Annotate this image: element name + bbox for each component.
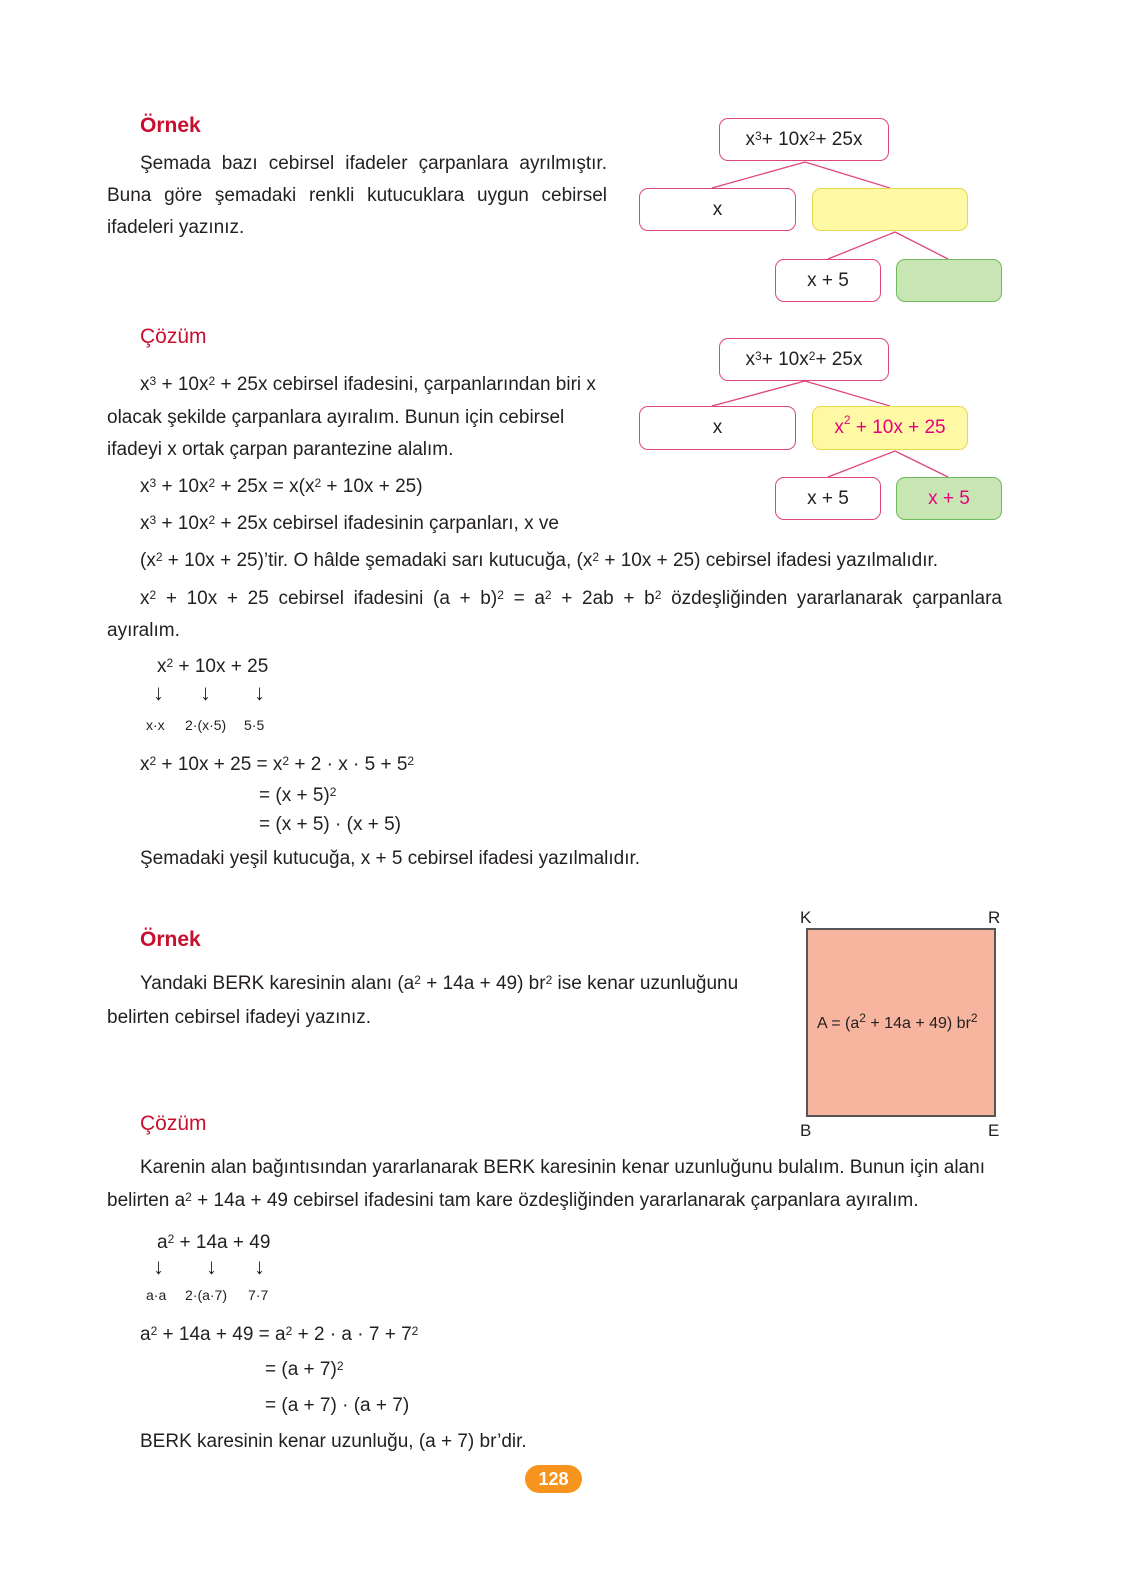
- expression: $x^2 + 10x + 25$: [157, 656, 269, 677]
- example-text: Şemada bazı cebirsel ifadeler çarpanlara ayrılmıştır. Buna göre şemadaki renkli kutucuklara uygun cebirsel ifadeleri yazınız.: [107, 153, 607, 238]
- vertex-label-b: B: [800, 1121, 812, 1140]
- identity-statement: $x^2 + 10x + 25$ cebirsel ifadesini $(a + b)^2 = a^2 + 2ab + b^2$ özdeşliğinden yararlanarak çarpanlara: [140, 588, 1002, 609]
- result-line-2: = $(a + 7)^2$: [265, 1359, 344, 1380]
- vertex-label-k: K: [800, 908, 812, 927]
- solution-heading: Çözüm: [140, 325, 207, 348]
- result-line-1: $a^2 + 14a + 49 = a^2 + 2 \cdot a \cdot 7 + 7^2$: [140, 1324, 419, 1345]
- tree-left-box: x: [639, 406, 796, 450]
- result-line-2: = $(x + 5)^2$: [259, 785, 337, 806]
- vertex-label-r: R: [988, 908, 1001, 927]
- example-heading: Örnek: [140, 928, 201, 951]
- term-1: a·a: [146, 1287, 167, 1303]
- tree-bottom-left-box: x + 5: [775, 477, 881, 520]
- factors-statement: $x^3 + 10x^2 + 25x$ cebirsel ifadesinin çarpanları, x ve: [140, 513, 559, 534]
- term-2: 2·(x·5): [185, 717, 227, 733]
- tree-yellow-box: [812, 188, 968, 231]
- tree-root-box: x $^3$ + 10x $^2$ + 25x: [719, 338, 889, 381]
- tree-green-box: [896, 259, 1002, 302]
- tree-bottom-left-box: x + 5: [775, 259, 881, 302]
- tree-yellow-box: $x^2 + 10x + 25$: [812, 406, 968, 450]
- arrow-down-icon: ↓: [206, 1254, 217, 1279]
- term-3: 7·7: [248, 1287, 269, 1303]
- solution-line-1: $x^3 + 10x^2 + 25x$ cebirsel ifadesini, çarpanlarından biri x: [140, 374, 596, 395]
- page-number: 128: [525, 1465, 582, 1493]
- example-text-line-1: Yandaki BERK karesinin alanı $(a^2 + 14a + 49)$ $br^2$ ise kenar uzunluğunu: [140, 973, 739, 994]
- solution-line-2: olacak şekilde çarpanlara ayıralım. Bunun için cebirsel: [107, 407, 565, 428]
- solution-line-2: belirten $a^2 + 14a + 49$ cebirsel ifadesini tam kare özdeşliğinden yararlanarak çarpanlara ayıralım.: [107, 1190, 919, 1211]
- arrow-down-icon: ↓: [200, 680, 211, 705]
- arrow-down-icon: ↓: [153, 1254, 164, 1279]
- solution-line-3: ifadeyi x ortak çarpan parantezine alalım.: [107, 439, 454, 460]
- solution-line-ayiralim: ayıralım.: [107, 620, 180, 641]
- vertex-label-e: E: [988, 1121, 1000, 1140]
- term-2: 2·(a·7): [185, 1287, 228, 1303]
- factor-equation: $x^3 + 10x^2 + 25x = x(x^2 + 10x + 25)$: [140, 476, 423, 497]
- term-1: x·x: [146, 717, 165, 733]
- yellow-box-statement: ($x^2 + 10x$ + 25)’tir. O hâlde şemadaki sarı kutucuğa, $(x^2 + 10x + 25)$ cebirsel ifadesi yazılmalıdır.: [140, 550, 939, 571]
- solution-conclusion: BERK karesinin kenar uzunluğu, (a + 7) br’dir.: [140, 1431, 527, 1452]
- example-heading: Örnek: [140, 114, 201, 137]
- result-line-1: $x^2 + 10x + 25 = x^2 + 2 \cdot x \cdot 5 + 5^2$: [140, 754, 415, 775]
- square-area-label: $A = (a^2 + 14a + 49)$ $br^2$: [817, 1011, 978, 1032]
- solution-conclusion: Şemadaki yeşil kutucuğa, x + 5 cebirsel ifadesi yazılmalıdır.: [140, 848, 641, 869]
- expression: $a^2 + 14a + 49$: [157, 1232, 271, 1253]
- berk-square: [806, 928, 996, 1117]
- solution-line-1: Karenin alan bağıntısından yararlanarak BERK karesinin kenar uzunluğunu bulalım. Bunun için alanı: [140, 1157, 985, 1178]
- tree-root-box: x $^3$ + 10x $^2$ + 25x: [719, 118, 889, 161]
- solution-heading: Çözüm: [140, 1112, 207, 1135]
- arrow-down-icon: ↓: [153, 680, 164, 705]
- result-line-3: = (a + 7) · (a + 7): [265, 1395, 410, 1416]
- tree-green-box: x + 5: [896, 477, 1002, 520]
- arrow-down-icon: ↓: [254, 1254, 265, 1279]
- tree-left-box: x: [639, 188, 796, 231]
- result-line-3: = (x + 5) · (x + 5): [259, 814, 402, 835]
- arrow-down-icon: ↓: [254, 680, 265, 705]
- term-3: 5·5: [244, 717, 265, 733]
- example-text-line-2: belirten cebirsel ifadeyi yazınız.: [107, 1007, 372, 1028]
